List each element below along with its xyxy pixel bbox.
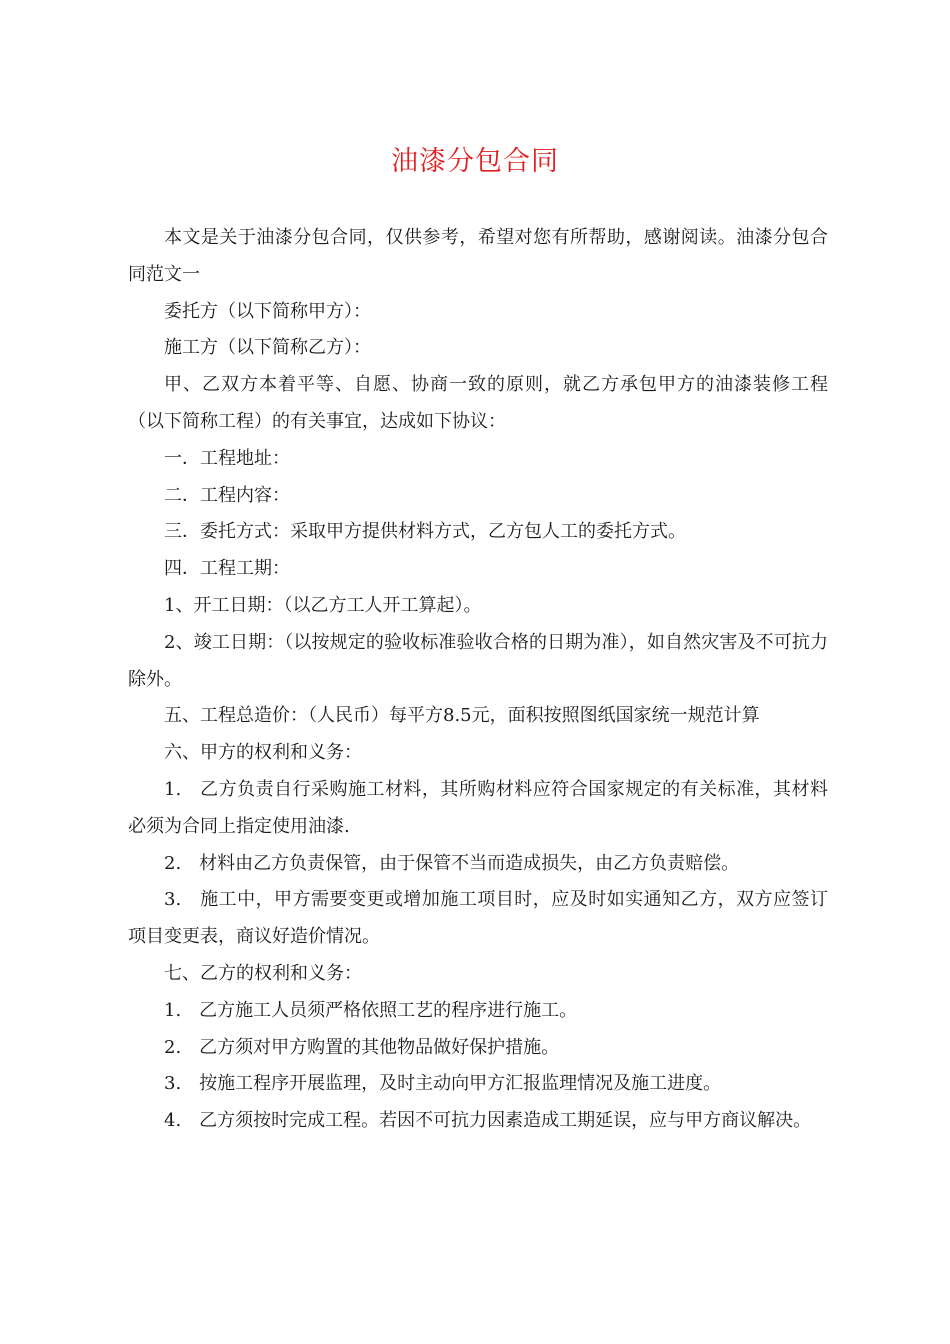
clause-party-a-rights: 六、甲方的权利和义务：: [164, 742, 362, 764]
clause-address: 一．工程地址：: [164, 447, 290, 469]
clause-b-item-3: 3. 按施工程序开展监理，及时主动向甲方汇报监理情况及施工进度。: [164, 1073, 722, 1095]
clause-party-b-rights: 七、乙方的权利和义务：: [164, 962, 362, 984]
clause-completion-date: 2、竣工日期：（以按规定的验收标准验收合格的日期为准），如自然灾害及不可抗力除外。: [128, 631, 828, 690]
clause-b-item-4: 4. 乙方须按时完成工程。若因不可抗力因素造成工期延误，应与甲方商议解决。: [164, 1110, 812, 1132]
paragraph-contractor: 施工方（以下简称乙方）：: [164, 337, 371, 359]
clause-a-item-1: 1. 乙方负责自行采购施工材料，其所购材料应符合国家规定的有关标准，其材料必须为合同上指定使用油漆.: [128, 778, 828, 837]
document-title: 油漆分包合同: [391, 146, 559, 177]
paragraph-agreement: 甲、乙双方本着平等、自愿、协商一致的原则，就乙方承包甲方的油漆装修工程（以下简称工程）的有关事宜，达成如下协议：: [128, 374, 828, 432]
document-body: [128, 220, 828, 1140]
clause-period: 四．工程工期：: [164, 558, 290, 580]
clause-a-item-2: 2. 材料由乙方负责保管，由于保管不当而造成损失，由乙方负责赔偿。: [164, 852, 740, 874]
clause-start-date: 1、开工日期：（以乙方工人开工算起）。: [164, 594, 482, 616]
clause-a-item-3: 3. 施工中，甲方需要变更或增加施工项目时，应及时如实通知乙方，双方应签订项目变更表，商议好造价情况。: [128, 889, 828, 948]
clause-b-item-2: 2. 乙方须对甲方购置的其他物品做好保护措施。: [164, 1036, 560, 1058]
clause-b-item-1: 1. 乙方施工人员须严格依照工艺的程序进行施工。: [164, 999, 578, 1021]
paragraph-client: 委托方（以下简称甲方）：: [164, 300, 371, 322]
clause-total-price: 五、工程总造价：（人民币）每平方8.5元，面积按照图纸国家统一规范计算: [164, 705, 760, 727]
paragraph-intro: 本文是关于油漆分包合同，仅供参考，希望对您有所帮助，感谢阅读。油漆分包合同范文一: [128, 227, 828, 285]
clause-method: 三．委托方式：采取甲方提供材料方式，乙方包人工的委托方式。: [164, 521, 686, 543]
clause-content: 二．工程内容：: [164, 484, 290, 506]
